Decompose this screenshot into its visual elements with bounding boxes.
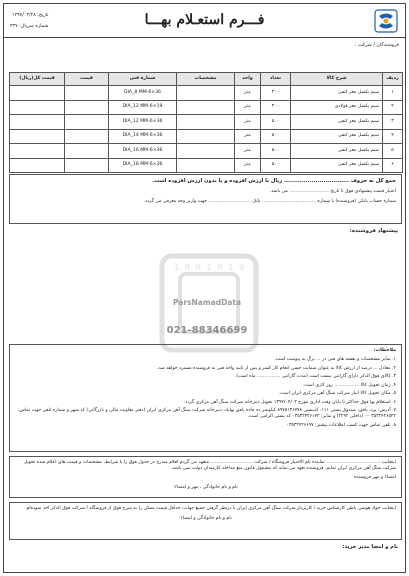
- cell-index: ۳: [383, 115, 403, 130]
- cell-index: ۴: [383, 129, 403, 144]
- form-header: [4, 4, 405, 38]
- price-validity: اعتبار قیمت پیشنهادی فوق تا تاریخ ........................... می باشد.: [269, 188, 396, 194]
- note-item: ۱. سایر مشخصات و نقشه های فنی در ... برگ به پیوست است.: [274, 356, 396, 362]
- cell-tech-number: DIA_12 MM-6×19: [109, 100, 177, 115]
- supplier-stamp-label: امضاء و مهر فروشنده: [354, 474, 396, 480]
- cell-unit: متر: [235, 144, 261, 159]
- notes-box: [9, 344, 402, 452]
- table-header-row: [10, 73, 403, 86]
- table-row: [10, 100, 403, 115]
- watermark-digits: 0 1 0 1 0 0 1: [173, 263, 245, 273]
- cell-description: سیم بکسل مغز کنفی: [291, 158, 383, 173]
- cell-index: ۱: [383, 86, 403, 101]
- supplier-commitment-box: [9, 456, 402, 498]
- cell-unit: متر: [235, 158, 261, 173]
- cell-unit: متر: [235, 129, 261, 144]
- cell-unit: متر: [235, 100, 261, 115]
- watermark-phone: 021-88346699: [166, 325, 248, 336]
- col-quantity: تعداد: [261, 73, 291, 86]
- cell-price[interactable]: [65, 100, 109, 115]
- supplier-signature-field[interactable]: نام و نام خانوادگی ، مهر و امضاء:: [173, 484, 238, 490]
- cell-tech-number: DIA_16 MM-6×36: [109, 144, 177, 159]
- note-item: ۷. آدرس: یزد، بافق، صندوق پستی ۱۱۱، کدپستی ۸۹۷۵۱۳۶۷۷۸ کیلومتر ده جاده بافق بهاباد، دبیرخانه شرکت سنگ آهن مرکزی ایران (دفتر معاونت مالی و بازرگانی) کد شهر و شماره تلفن جهت تماس: ۰۳۵۳۲۴۲۶۵۲۲-۰ (داخلی ۲۲۹۲) و نمابر: ۰۳۵۳۲۴۲۶۱۷۲ کد پستی الزامی است.: [17, 408, 396, 420]
- cell-total-price[interactable]: [10, 115, 65, 130]
- cell-total-price[interactable]: [10, 100, 65, 115]
- cell-tech-number: DIA_18 MM-6×36: [109, 158, 177, 173]
- col-specs: مشخصات: [177, 73, 235, 86]
- form-date: تاریخ: ۱۳۹۷/۰۳/۲۸: [11, 13, 49, 18]
- cell-unit: متر: [235, 86, 261, 101]
- cell-quantity: ۳۰۰: [261, 86, 291, 101]
- cell-price[interactable]: [65, 115, 109, 130]
- note-item: ۶. استعلام بها فوق حداکثر تا پایان وقت اداری مورخ ۱۳۹۷/۰۴/۰۲ تحویل دبیرخانه شرکت سنگ آهن مرکزی گردد.: [183, 399, 396, 405]
- cell-index: ۶: [383, 158, 403, 173]
- table-row: [10, 129, 403, 144]
- cell-specs: [177, 144, 235, 159]
- cell-quantity: ۵۰۰: [261, 144, 291, 159]
- buyer-confirmation-text: اینجانب جواد هوشی باطن کارشناس خرید / کارپرداز شرکت سنگ آهن مرکزی ایران با درنظر گرفتن جمیع جهات، حداقل قیمت ممکن را به شرح فوق از فروشگاه / شرکت فوق الذکر اخذ نموده‌ام.: [25, 506, 396, 511]
- cell-description: سیم بکسل مغز کنفی: [291, 129, 383, 144]
- table-row: [10, 86, 403, 101]
- col-description: شرح کالا: [291, 73, 383, 86]
- cell-tech-number: DIA_14 MM-6×36: [109, 129, 177, 144]
- cell-index: ۵: [383, 144, 403, 159]
- cell-quantity: ۵۰۰: [261, 115, 291, 130]
- notes-title: ملاحظات:: [373, 348, 396, 353]
- bank-account: شماره حساب بانکی (فروشنده) با شماره ..................................... بانک ............................. جهت واریز وجه معرفی می گردد.: [143, 198, 396, 204]
- cell-description: سیم بکسل مغز کنفی: [291, 115, 383, 130]
- form-title: فـــرم استعـلام بهـــا: [144, 12, 265, 28]
- cell-specs: [177, 129, 235, 144]
- col-index: ردیف: [383, 73, 403, 86]
- form-serial: شماره سریال: ۳۴۷: [10, 24, 49, 29]
- col-price: قیمت: [65, 73, 109, 86]
- cell-quantity: ۵۰۰: [261, 129, 291, 144]
- note-item: ۵. مکان تحویل کالا انبار شرکت سنگ آهن مرکزی ایران است.: [278, 391, 396, 397]
- cell-price[interactable]: [65, 129, 109, 144]
- table-row: [10, 115, 403, 130]
- cell-price[interactable]: [65, 158, 109, 173]
- note-item: ۸. تلفن تماس جهت کسب اطلاعات بیشتر: ۰۳۵۳۲۴۲۶۶۹۷: [286, 422, 396, 428]
- col-tech-number: شماره فنی: [109, 73, 177, 86]
- cell-total-price[interactable]: [10, 144, 65, 159]
- supplier-offer-title: پیشنهاد فروشنده:: [349, 228, 398, 234]
- form-meta: [10, 10, 48, 32]
- watermark-text: ParsNamadData: [172, 298, 242, 307]
- cell-index: ۲: [383, 100, 403, 115]
- note-item: ۳. کالای فوق الذکر دارای گارانتی نیست است (مدت گارانتی ................ ماه است).: [234, 374, 396, 380]
- cell-description: سیم بکسل مغز کنفی: [291, 86, 383, 101]
- supplier-line: فروشندگان / شرکت :: [355, 43, 399, 48]
- total-in-words: جمع کل به حروف ................................. ریال با ارزش افزوده و یا بدون ارزش افزوده است.: [152, 178, 396, 184]
- cell-tech-number: DIA_8 MM-6×36: [109, 86, 177, 101]
- cell-unit: متر: [235, 115, 261, 130]
- table-row: [10, 144, 403, 159]
- supplier-commitment-text: اینجانب ..................................... نماینده تام الاختیار فروشگاه / شرکت ............................. متعهد می گردم اقلام مندرج در جدول فوق را با شرایط، مشخصات و قیمت های اعلام شده تحویل شرکت سنگ آهن مرکزی ایران نمایم. فروشنده تعهد می نماید که مشمول قانون منع مداخله کارمندان دولت نمی باشد.: [23, 460, 396, 471]
- cell-total-price[interactable]: [10, 86, 65, 101]
- cell-description: سیم بکسل مغز کنفی: [291, 144, 383, 159]
- note-item: ۲. معادل ... درصد از ارزش کالا به عنوان ضمانت حسن انجام کار کسر و پس از تایید واحد فنی به فروشنده مسترد خواهد شد.: [157, 365, 396, 371]
- cell-price[interactable]: [65, 86, 109, 101]
- cell-total-price[interactable]: [10, 129, 65, 144]
- cell-specs: [177, 86, 235, 101]
- note-item: ۴. زمان تحویل کالا ................. روز کاری است.: [302, 382, 396, 388]
- cell-description: سیم بکسل مغز فولادی: [291, 100, 383, 115]
- cell-total-price[interactable]: [10, 158, 65, 173]
- cell-quantity: ۳۰۰: [261, 100, 291, 115]
- form-frame: [3, 3, 406, 573]
- summary-box: [9, 174, 402, 224]
- cell-tech-number: DIA_12 MM-6×36: [109, 115, 177, 130]
- table-row: [10, 158, 403, 173]
- cell-specs: [177, 100, 235, 115]
- buyer-signature-field[interactable]: نام و نام خانوادگی و امضاء:: [179, 515, 232, 521]
- cell-price[interactable]: [65, 144, 109, 159]
- col-unit: واحد: [235, 73, 261, 86]
- cell-specs: [177, 115, 235, 130]
- items-table: [9, 72, 403, 173]
- cell-specs: [177, 158, 235, 173]
- col-total-price: قیمت کل(ریال): [10, 73, 65, 86]
- cell-quantity: ۵۰۰: [261, 158, 291, 173]
- purchase-manager-signature[interactable]: نام و امضا مدیر خرید:: [342, 544, 398, 550]
- buyer-confirmation-box: [9, 502, 402, 540]
